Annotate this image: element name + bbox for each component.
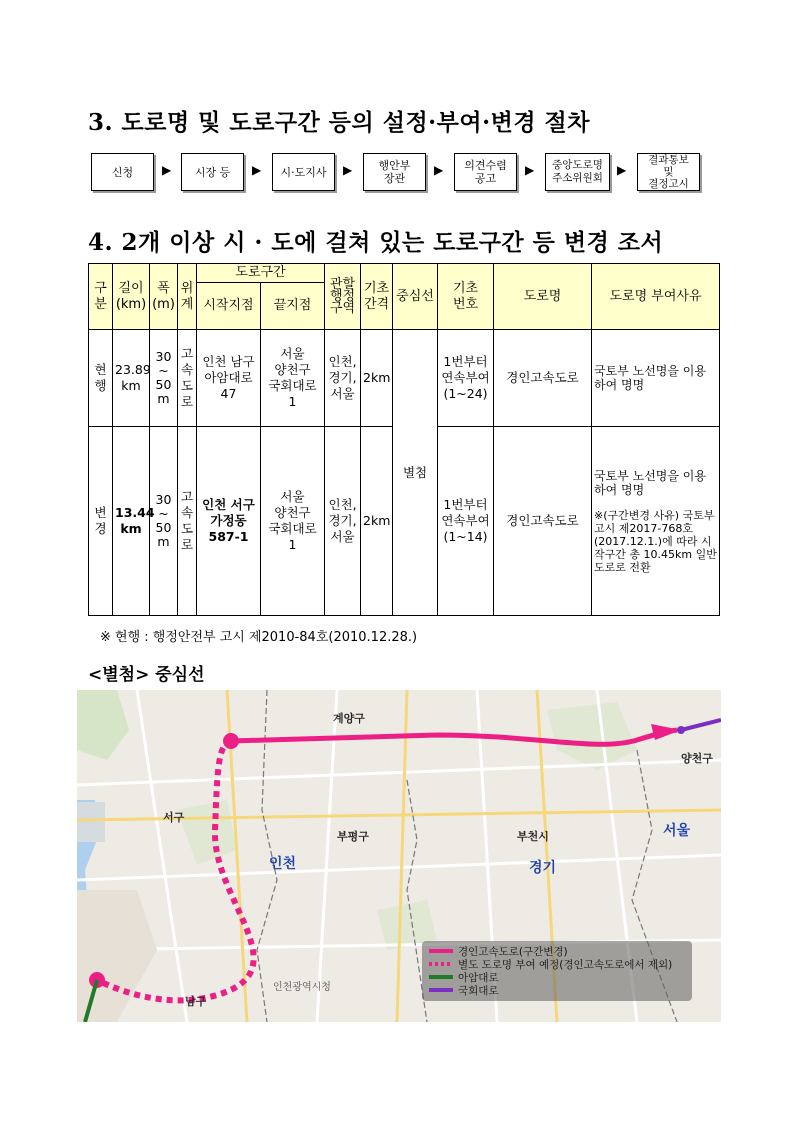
header-road-section: 도로구간	[197, 264, 325, 283]
header-start-point: 시작지점	[197, 283, 261, 330]
step-arrow-icon: ▶	[252, 163, 262, 177]
row-road-name: 경인고속도로	[494, 427, 592, 616]
row-basic-number: 1번부터 연속부여 (1~24)	[438, 330, 494, 427]
row-gubun: 현 행	[89, 330, 113, 427]
step-arrow-icon: ▶	[617, 163, 627, 177]
step-result: 결과통보 및 결정고시	[637, 153, 700, 191]
step-arrow-icon: ▶	[343, 163, 353, 177]
legend-label: 국회대로	[458, 985, 499, 997]
map-label-seogu: 서구	[163, 812, 185, 824]
header-end-point: 끝지점	[261, 283, 325, 330]
map-label-yangcheon: 양천구	[681, 753, 713, 765]
change-table	[88, 263, 720, 616]
table-row	[89, 330, 720, 427]
row-gubun: 변 경	[89, 427, 113, 616]
step-mayor: 시장 등	[181, 153, 244, 191]
header-centerline: 중심선	[393, 264, 438, 330]
row-length: 23.89 km	[113, 330, 150, 427]
row-reason: 국토부 노선명을 이용하여 명명	[592, 330, 720, 427]
map-legend	[422, 941, 692, 1001]
row-jurisdiction: 인천, 경기, 서울	[325, 427, 361, 616]
map-label-bupyeong: 부평구	[337, 831, 369, 843]
step-governor: 시·도지사	[272, 153, 335, 191]
step-arrow-icon: ▶	[162, 163, 172, 177]
map-label-incheon: 인천	[269, 855, 297, 871]
row-interval: 2km	[361, 427, 393, 616]
row-basic-number: 1번부터 연속부여 (1~14)	[438, 427, 494, 616]
centerline-cell: 별첨	[393, 330, 438, 616]
step-public-notice: 의견수렴 공고	[454, 153, 517, 191]
table-footnote: ※ 현행 : 행정안전부 고시 제2010-84호(2010.12.28.)	[100, 630, 418, 645]
row-road-name: 경인고속도로	[494, 330, 592, 427]
row-end-point: 서울 양천구 국회대로 1	[261, 330, 325, 427]
row-reason: 국토부 노선명을 이용하여 명명	[594, 468, 706, 497]
step-arrow-icon: ▶	[525, 163, 535, 177]
legend-label: 별도 도로명 부여 예정(경인고속도로에서 제외)	[458, 959, 673, 971]
row-jurisdiction: 인천, 경기, 서울	[325, 330, 361, 427]
header-jurisdiction: 관할 행정 구역	[325, 264, 361, 330]
map-label-seoul: 서울	[663, 822, 691, 838]
header-gubun: 구 분	[89, 264, 113, 330]
row-start-point: 인천 남구 아암대로 47	[197, 330, 261, 427]
centerline-map	[77, 690, 721, 1022]
row-end-point: 서울 양천구 국회대로 1	[261, 427, 325, 616]
row-reason-note: ※(구간변경 사유) 국토부 고시 제2017-768호(2017.12.1.)에 따라 시작구간 총 10.45km 일반도로로 전환	[594, 508, 717, 574]
step-arrow-icon: ▶	[434, 163, 444, 177]
row-hierarchy: 고 속 도 로	[178, 330, 197, 427]
legend-label: 아암대로	[458, 972, 499, 984]
map-label-gyeonggi: 경기	[529, 859, 557, 875]
row-hierarchy: 고 속 도 로	[178, 427, 197, 616]
header-basic-number: 기초 번호	[438, 264, 494, 330]
row-start-point: 인천 서구 가정동 587-1	[197, 427, 261, 616]
header-width: 폭 (m)	[150, 264, 178, 330]
row-reason-cell	[592, 427, 720, 616]
map-label-bucheon: 부천시	[517, 831, 549, 843]
header-reason: 도로명 부여사유	[592, 264, 720, 330]
attachment-title: <별첨> 중심선	[88, 665, 205, 685]
row-width: 30 ~ 50 m	[150, 330, 178, 427]
header-road-name: 도로명	[494, 264, 592, 330]
section3-title: 3. 도로명 및 도로구간 등의 설정·부여·변경 절차	[88, 109, 590, 136]
step-committee: 중앙도로명 주소위원회	[545, 153, 610, 191]
legend-label: 경인고속도로(구간변경)	[458, 946, 568, 958]
step-apply: 신청	[91, 153, 154, 191]
row-interval: 2km	[361, 330, 393, 427]
header-length: 길이 (km)	[113, 264, 150, 330]
map-label-namgu: 남구	[185, 996, 207, 1008]
map-label-city-hall: 인천광역시청	[273, 982, 331, 993]
header-interval: 기초 간격	[361, 264, 393, 330]
map-label-gyeyang: 계양구	[333, 713, 365, 725]
row-width: 30 ~ 50 m	[150, 427, 178, 616]
step-minister: 행안부 장관	[363, 153, 426, 191]
header-hierarchy: 위 계	[178, 264, 197, 330]
row-length: 13.44 km	[113, 427, 150, 616]
section4-title: 4. 2개 이상 시 · 도에 걸쳐 있는 도로구간 등 변경 조서	[88, 229, 664, 256]
